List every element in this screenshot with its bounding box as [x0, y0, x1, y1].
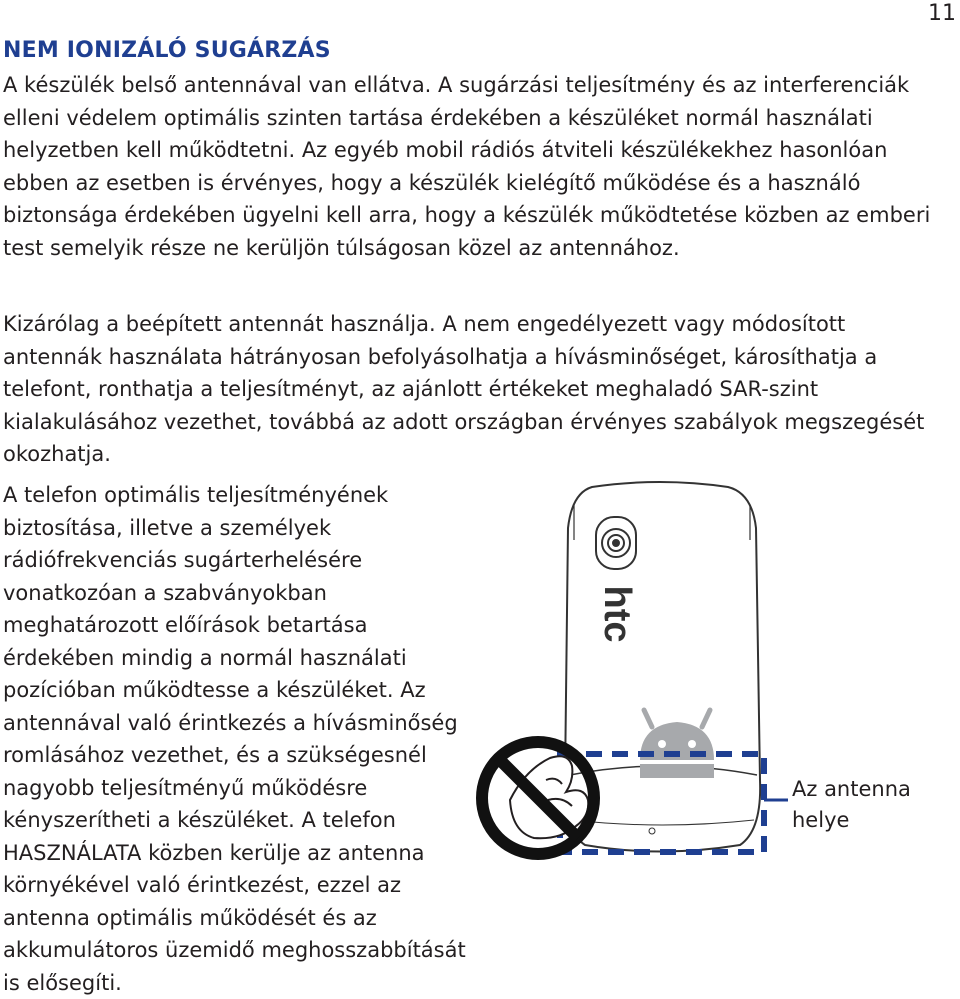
antenna-location-label: [792, 774, 911, 836]
paragraph-internal-antenna: A készülék belső antennával van ellátva. A sugárzási teljesítmény és az interferenciák elleni védelem optimális szinten tartása érdekében a készüléket normál használati helyzetben kell működtetni. Az egyéb mobil rádiós átviteli készülékekhez hasonlóan ebben az esetben is érvényes, hogy a készülék kielégítő működése és a használó biztonsága érdekében ügyelni kell arra, hogy a készülék működtetése közben az emberi test semelyik része ne kerüljön túlságosan közel az antennához.: [3, 73, 931, 260]
paragraph-use-built-in-antenna: Kizárólag a beépített antennát használja. A nem engedélyezett vagy módosított antennák használata hátrányosan befolyásolhatja a hívásminőséget, károsíthatja a telefont, ronthatja a teljesítményt, az ajánlott értékeket meghaladó SAR-szint kialakulásához vezethet, továbbá az adott országban érvényes szabályok megszegését okozhatja.: [3, 312, 925, 466]
section-title: NEM IONIZÁLÓ SUGÁRZÁS: [3, 38, 331, 63]
paragraph-normal-position: A telefon optimális teljesítményének biztosítása, illetve a személyek rádiófrekvenciás sugárterhelésére vonatkozóan a szabványokban meghatározott előírások betartása érdekében mindig a normál használati pozícióban működtesse a készüléket. Az antennával való érintkezés a hívásminőség romlásához vezethet, és a szükségesnél nagyobb teljesítményű működésre kényszerítheti a készüléket. A telefon HASZNÁLATA közben kerülje az antenna környékével való érintkezést, ezzel az antenna optimális működését és az akkumulátoros üzemidő meghosszabbítását is elősegíti.: [3, 483, 466, 995]
brand-logo: htc: [596, 585, 638, 643]
antenna-label-line-1: Az antenna: [792, 777, 911, 801]
page-number: 11: [928, 1, 956, 26]
antenna-label-line-2: helye: [792, 808, 850, 832]
